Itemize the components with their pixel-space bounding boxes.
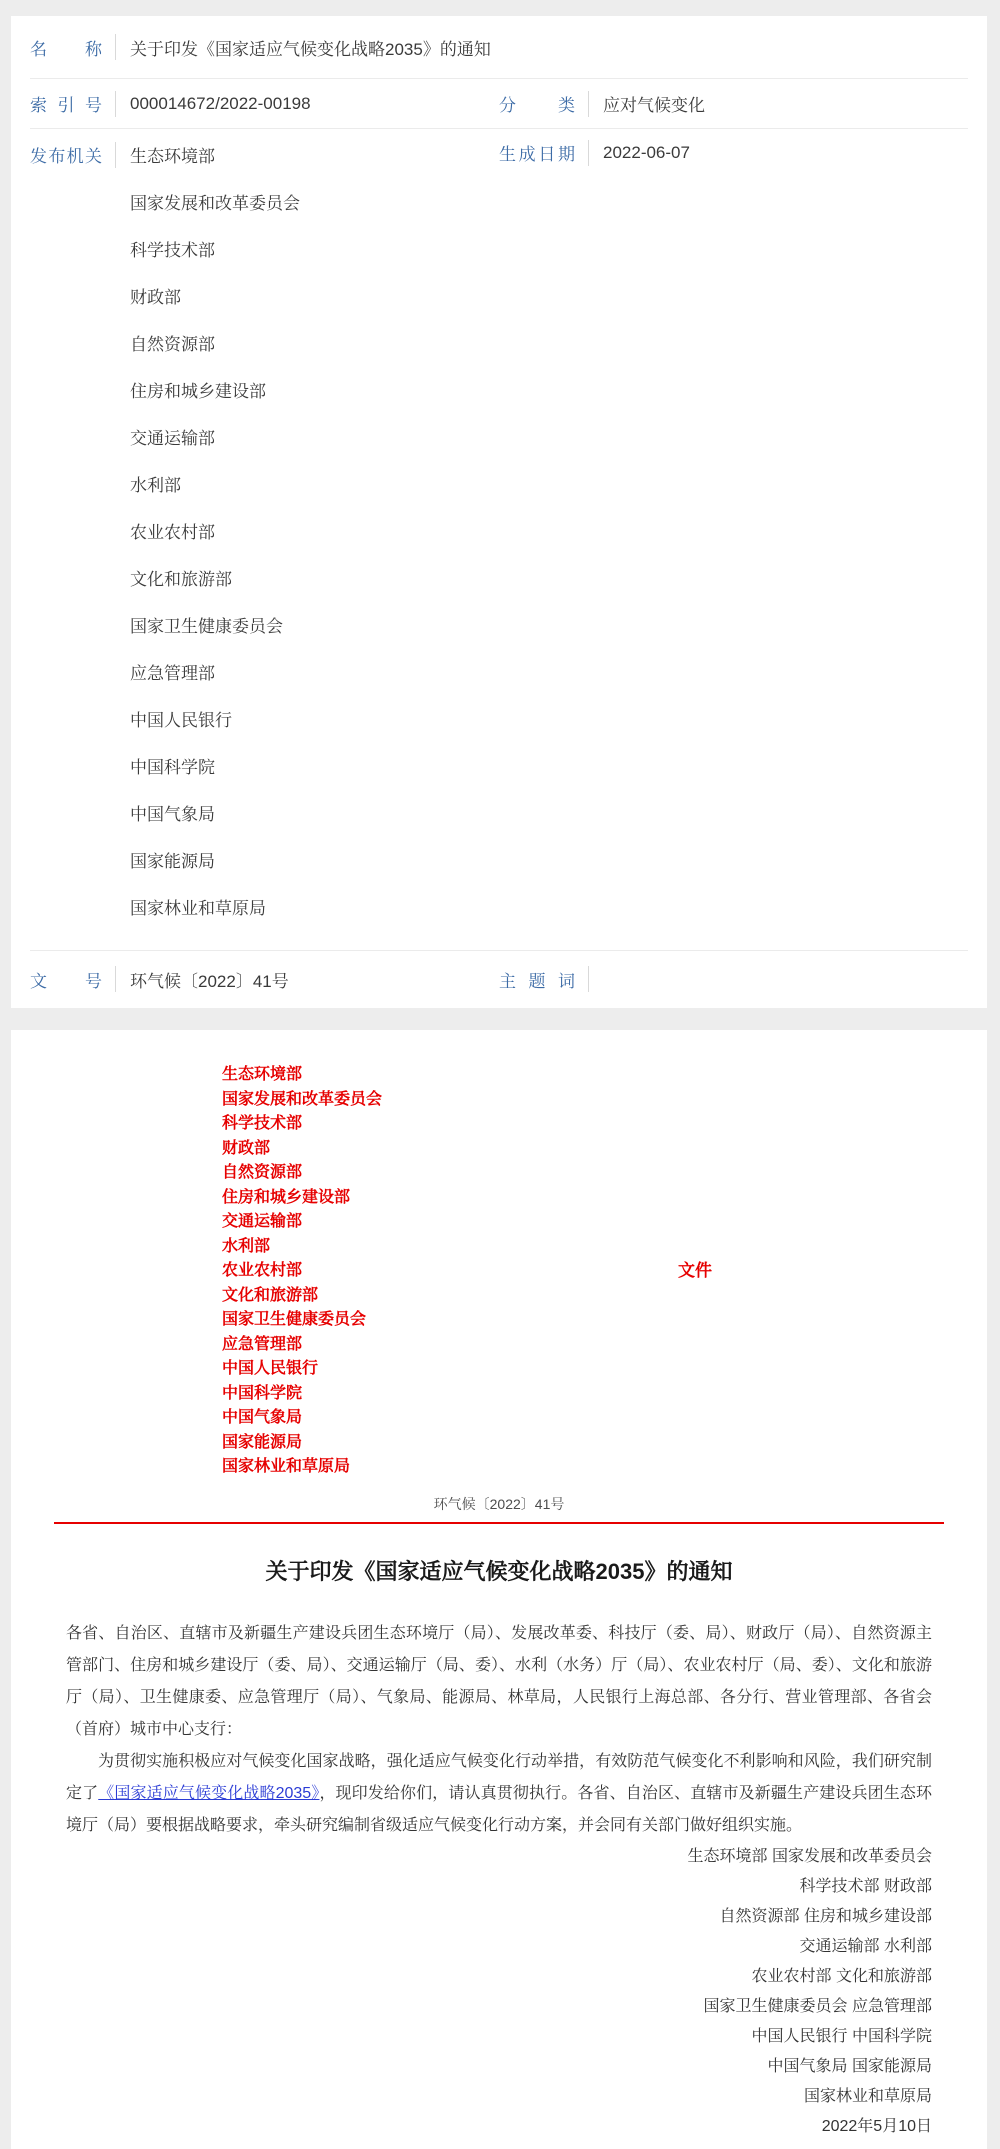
letterhead-agency: 应急管理部 [222,1335,303,1353]
date-value: 2022-06-07 [603,142,690,162]
meta-col-date [499,129,690,176]
letterhead-agency: 生态环境部 [222,1066,303,1083]
wenjian-label: 文件 [678,1261,712,1280]
letterhead-red-line [54,1522,944,1524]
signature-line: 农业农村部 文化和旅游部 [751,1967,932,1985]
vertical-divider [588,966,589,992]
letterhead-agency: 自然资源部 [222,1164,303,1181]
name-value: 关于印发《国家适应气候变化战略2035》的通知 [130,39,491,59]
paragraph-text-before-link: 为贯彻实施积极应对气候变化国家战略，强化适应气候变化行动举措，有效防范气候变化不利影响和风险，我们研究制定了 [66,1752,932,1802]
signature-line: 生态环境部 国家发展和改革委员会 [687,1847,932,1865]
signature-block [66,1842,932,2142]
publisher-item: 中国科学院 [130,758,215,777]
letterhead-agency: 国家卫生健康委员会 [222,1311,367,1328]
publisher-item: 财政部 [130,288,181,307]
document-body [66,1618,932,2142]
strategy-document-link[interactable]: 《国家适应气候变化战略2035》 [98,1784,320,1802]
publisher-item: 生态环境部 [130,147,215,166]
signature-line: 自然资源部 住房和城乡建设部 [719,1907,932,1925]
meta-row-index [30,79,968,129]
signature-line: 国家卫生健康委员会 应急管理部 [703,1997,932,2015]
vertical-divider [115,34,116,60]
publisher-item: 中国气象局 [130,805,215,824]
name-label: 名称 [30,39,102,59]
vertical-divider [115,91,116,117]
publisher-item: 交通运输部 [130,429,215,448]
date-label: 生成日期 [499,145,575,164]
meta-col-category [499,79,705,128]
metadata-panel [11,16,987,1008]
letterhead-agency: 水利部 [222,1237,271,1255]
index-label: 索引号 [30,96,102,115]
publisher-item: 国家发展和改革委员会 [130,194,300,213]
main-paragraph [66,1746,932,1842]
letterhead-agency: 国家能源局 [222,1433,303,1451]
addressee-paragraph: 各省、自治区、直辖市及新疆生产建设兵团生态环境厅（局）、发展改革委、科技厅（委、局）、财政厅（局）、自然资源主管部门、住房和城乡建设厅（委、局）、交通运输厅（局、委）、水利（水务）厅（局）、农业农村厅（局、委）、文化和旅游厅（局）、卫生健康委、应急管理厅（局）、气象局、能源局、林草局，人民银行上海总部、各分行、营业管理部、各省会（首府）城市中心支行： [66,1624,932,1738]
publisher-item: 水利部 [130,476,181,495]
paragraph-text-after-link: ，现印发给你们，请认真贯彻执行。各省、自治区、直辖市及新疆生产建设兵团生态环境厅（局）要根据战略要求，牵头研究编制省级适应气候变化行动方案，并会同有关部门做好组织实施。 [66,1784,932,1834]
vertical-divider [588,140,589,166]
publisher-item: 住房和城乡建设部 [130,382,266,401]
category-label: 分类 [499,96,575,115]
publisher-item: 农业农村部 [130,523,215,542]
signature-line: 国家林业和草原局 [803,2087,932,2105]
docnum-value: 环气候〔2022〕41号 [130,971,289,991]
letterhead-agency: 住房和城乡建设部 [222,1188,351,1206]
letterhead-agency: 科学技术部 [222,1115,303,1132]
vertical-divider [115,966,116,992]
publisher-label: 发布机关 [30,147,102,166]
letterhead-agency: 农业农村部 [222,1262,303,1279]
vertical-divider [588,91,589,117]
signature-line: 中国人民银行 中国科学院 [751,2027,932,2045]
publisher-item: 国家林业和草原局 [130,899,266,918]
meta-col-keywords [499,951,603,1007]
publisher-list [130,131,300,930]
docnum-label: 文号 [30,971,102,991]
publisher-item: 自然资源部 [130,335,215,354]
index-value: 000014672/2022-00198 [130,93,311,113]
letterhead-agency: 国家林业和草原局 [222,1458,351,1475]
publisher-item: 中国人民银行 [130,711,232,730]
category-value: 应对气候变化 [603,96,705,115]
publisher-label-line [30,131,130,178]
signature-line: 中国气象局 国家能源局 [767,2057,932,2075]
letterhead-agency: 文化和旅游部 [222,1286,319,1304]
document-number: 环气候〔2022〕41号 [433,1495,565,1512]
letterhead-agency: 财政部 [222,1139,271,1157]
meta-row-publisher [30,129,968,951]
letterhead-agency: 国家发展和改革委员会 [222,1090,383,1108]
document-title: 关于印发《国家适应气候变化战略2035》的通知 [265,1558,733,1584]
letterhead-agency-list [222,1063,987,1480]
letterhead-agency: 中国科学院 [222,1384,303,1402]
signature-line: 交通运输部 水利部 [799,1937,932,1955]
document-panel [11,1030,987,2149]
publisher-item: 国家卫生健康委员会 [130,617,283,636]
keywords-label: 主题词 [499,971,575,991]
publisher-item: 应急管理部 [130,664,215,683]
vertical-divider [115,142,116,168]
signature-line: 科学技术部 财政部 [799,1877,932,1895]
meta-row-name [30,16,968,79]
letterhead-agency: 交通运输部 [222,1213,303,1230]
signature-date: 2022年5月10日 [821,2117,932,2135]
publisher-item: 文化和旅游部 [130,570,232,589]
publisher-item: 科学技术部 [130,241,215,260]
meta-row-docnum [30,951,968,1007]
letterhead-agency: 中国人民银行 [222,1360,319,1377]
letterhead-agency: 中国气象局 [222,1409,303,1426]
publisher-item: 国家能源局 [130,852,215,871]
